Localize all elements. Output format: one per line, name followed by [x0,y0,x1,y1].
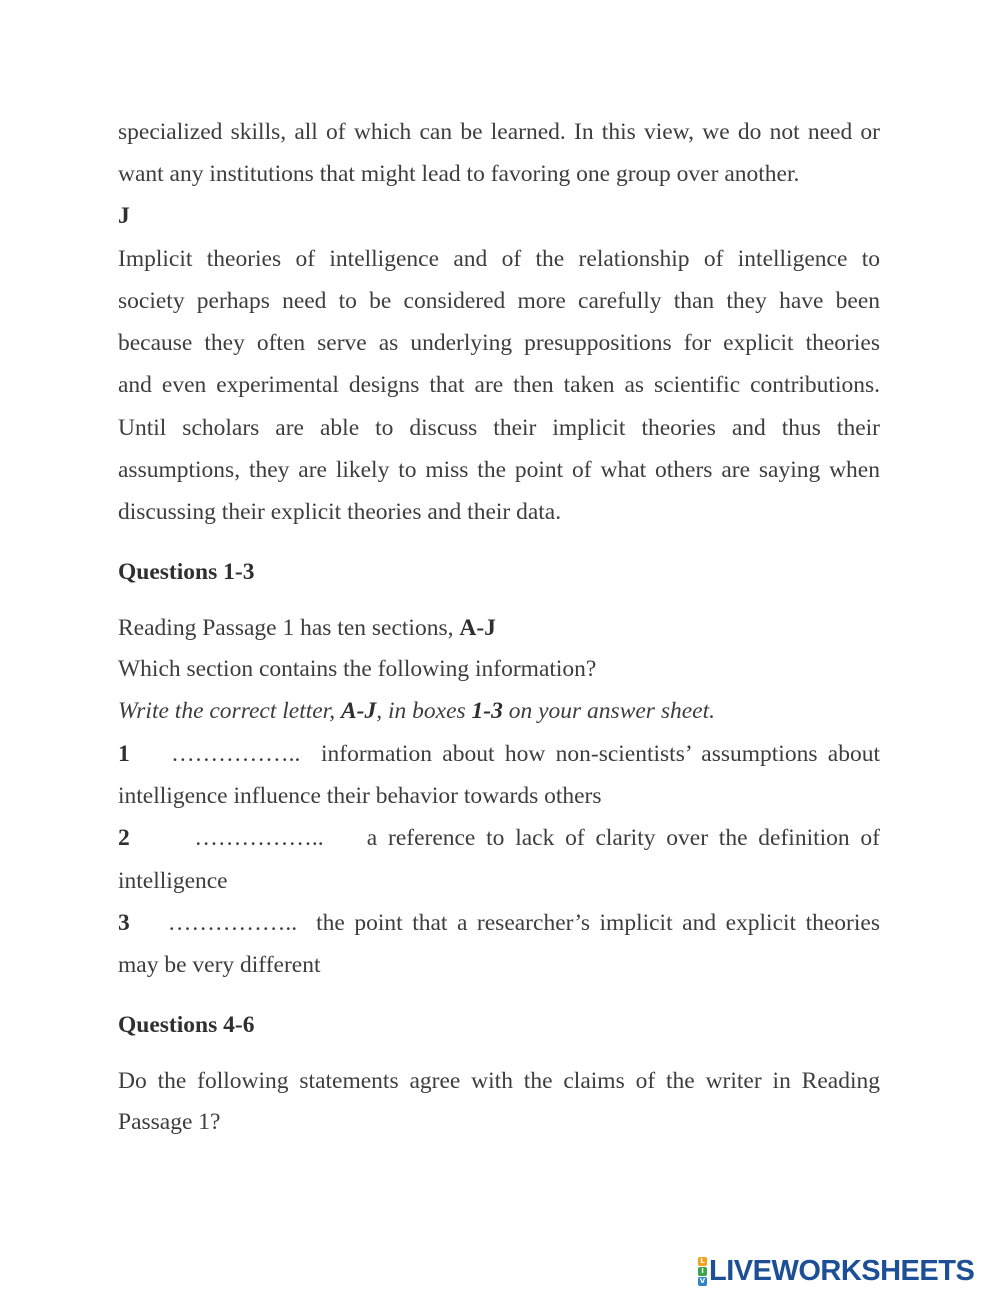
questions-1-3-instruction [118,696,880,726]
answer-blank-2[interactable]: …………….. [194,825,324,851]
logo-mark-letter: V [699,1276,706,1285]
logo-mark-letter: I [698,1267,707,1276]
section-j-line: because they often serve as underlying presuppositions for explicit theories [118,330,880,356]
section-j-line: discussing their explicit theories and their data. [118,499,562,525]
logo-text: LIVEWORKSHEETS [709,1254,975,1287]
section-j-line: and even experimental designs that are then taken as scientific contributions. [118,372,880,398]
passage-line: specialized skills, all of which can be learned. In this view, we do not need or [118,119,880,145]
instruction-part: on your answer sheet. [502,698,715,724]
questions-1-3-question: Which section contains the following information? [118,656,597,682]
question-text: information about how non-scientists’ assumptions about [321,741,881,767]
logo-mark-letter: L [698,1257,707,1266]
question-item-3 [118,908,880,938]
question-item-2 [118,823,880,853]
answer-blank-1[interactable]: …………….. [171,741,301,767]
question-text-continued: may be very different [118,952,321,978]
answer-blank-3[interactable]: …………….. [167,910,298,936]
instruction-part: 1-3 [471,698,503,724]
questions-4-6-heading: Questions 4-6 [118,1012,255,1038]
question-item-1 [118,739,880,769]
section-label-j: J [118,203,130,229]
instruction-part: A-J [340,698,377,724]
questions-1-3-heading: Questions 1-3 [118,559,255,585]
question-text-continued: intelligence influence their behavior towards others [118,783,602,809]
question-text: the point that a researcher’s implicit and explicit theories [316,910,880,936]
section-j-line: assumptions, they are likely to miss the point of what others are saying when [118,457,880,483]
question-number: 3 [118,910,130,936]
intro-range: A-J [459,615,496,641]
question-number: 1 [118,741,130,767]
question-number: 2 [118,825,130,851]
intro-text: Reading Passage 1 has ten sections, [118,615,460,641]
section-j-line: society perhaps need to be considered more carefully than they have been [118,288,880,314]
questions-4-6-line: Do the following statements agree with the claims of the writer in Reading [118,1068,880,1094]
section-j-line: Implicit theories of intelligence and of the relationship of intelligence to [118,246,880,272]
instruction-part: Write the correct letter, [118,698,341,724]
liveworksheets-logo [698,1255,974,1287]
questions-1-3-intro [118,613,880,643]
section-j-line: Until scholars are able to discuss their implicit theories and thus their [118,415,880,441]
instruction-part: , in boxes [376,698,472,724]
passage-line: want any institutions that might lead to favoring one group over another. [118,161,800,187]
question-text-continued: intelligence [118,868,228,894]
question-text: a reference to lack of clarity over the definition of [366,825,881,851]
questions-4-6-line: Passage 1? [118,1109,221,1135]
liveworksheets-mark-icon [698,1257,707,1286]
